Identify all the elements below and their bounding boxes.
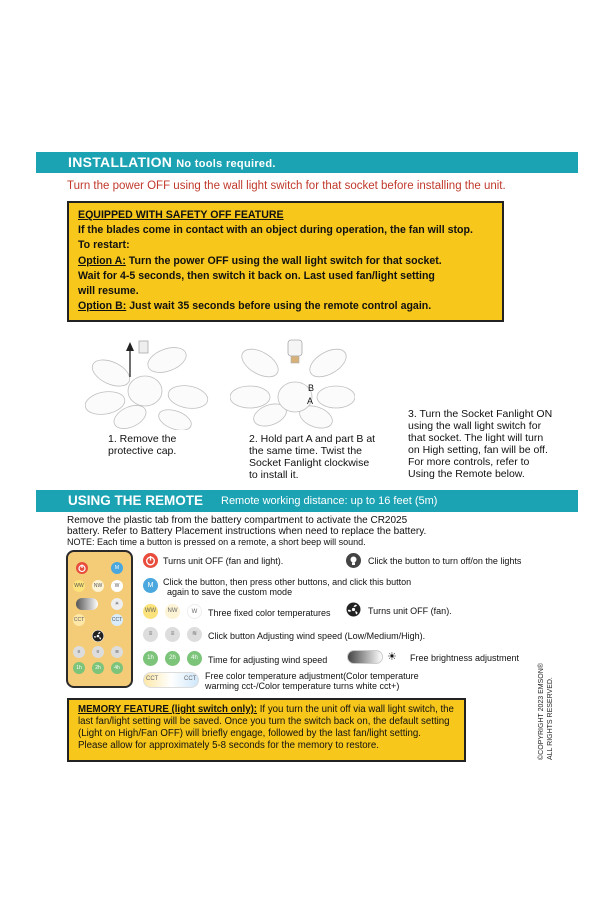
timer-4h-icon: 4h — [187, 651, 202, 666]
power-icon — [143, 553, 158, 568]
installation-subtitle: No tools required. — [176, 158, 276, 170]
legend-memory: Click the button, then press other buttons, and click this button again to save the custom mode — [163, 577, 412, 597]
timer-1h-icon: 1h — [143, 651, 158, 666]
fan-icon — [346, 602, 361, 617]
memory-line: Please allow for approximately 5-8 seconds for the memory to restore. — [78, 740, 379, 751]
power-icon — [76, 562, 88, 574]
timer-1h-button[interactable]: 1h — [73, 662, 85, 674]
part-b-label: B — [308, 383, 315, 393]
remote-distance: Remote working distance: up to 16 feet (5m) — [221, 495, 438, 507]
cct-plus-button[interactable]: CCT — [111, 614, 123, 626]
beep-note: NOTE: Each time a button is pressed on a remote, a short beep will sound. — [67, 537, 366, 547]
legend-brightness: Free brightness adjustment — [410, 653, 520, 663]
wind-high-button[interactable]: ≋ — [111, 646, 123, 658]
nw-button[interactable]: NW — [92, 580, 104, 592]
brightness-slider[interactable] — [76, 598, 98, 610]
option-a: Option A: Turn the power OFF using the wall light switch for that socket. — [78, 254, 442, 267]
wind-high-icon: ≋ — [187, 627, 202, 642]
legend-fan-off: Turns unit OFF (fan). — [368, 606, 452, 616]
legend-wind-speed: Click button Adjusting wind speed (Low/Medium/High). — [208, 631, 426, 641]
cct-minus-button[interactable]: CCT — [73, 614, 85, 626]
timer-2h-icon: 2h — [165, 651, 180, 666]
sun-icon: ☀ — [387, 651, 397, 663]
wind-low-button[interactable]: ≡ — [73, 646, 85, 658]
memory-icon: M — [143, 578, 158, 593]
safety-line: Wait for 4-5 seconds, then switch it back on. Last used fan/light setting — [78, 269, 435, 282]
installation-title: INSTALLATION No tools required. — [68, 154, 276, 170]
cct-plus-label: CCT — [184, 676, 197, 682]
remote-control — [66, 550, 133, 688]
copyright-notice: ©COPYRIGHT 2023 EMSON® ALL RIGHTS RESERVED. — [538, 663, 554, 760]
fan-illustration-cap-removal — [85, 335, 215, 430]
safety-title: EQUIPPED WITH SAFETY OFF FEATURE — [78, 209, 284, 221]
sun-icon[interactable]: ☀ — [111, 598, 123, 610]
safety-line: will resume. — [78, 285, 139, 298]
fan-off-button[interactable] — [92, 630, 104, 642]
remote-title: USING THE REMOTE — [68, 493, 204, 508]
safety-line: If the blades come in contact with an object during operation, the fan will stop. — [78, 224, 473, 237]
brightness-slider-icon — [347, 650, 383, 664]
part-a-label: A — [307, 396, 314, 406]
timer-4h-button[interactable]: 4h — [111, 662, 123, 674]
ww-icon: WW — [143, 604, 158, 619]
memory-line: last fan/light setting will be saved. Once you turn the switch back on, the default setting — [78, 716, 450, 727]
cct-minus-label: CCT — [146, 676, 159, 682]
wind-medium-icon: ≡ — [165, 627, 180, 642]
memory-line: (Light on High/Fan OFF) will briefly engage, followed by the last fan/light setting. — [78, 728, 422, 739]
bulb-icon — [346, 553, 361, 568]
timer-2h-button[interactable]: 2h — [92, 662, 104, 674]
remote-header — [36, 490, 578, 512]
legend-color-temps: Three fixed color temperatures — [208, 608, 331, 618]
remote-intro: Remove the plastic tab from the battery compartment to activate the CR2025 battery. Refer to Battery Placement instructions when need to replace the battery. NOTE: Each time a button is pressed on a remote, a short beep will sound. — [67, 515, 427, 547]
ww-button[interactable]: WW — [73, 580, 85, 592]
wind-medium-button[interactable]: ≡ — [92, 646, 104, 658]
power-off-warning: Turn the power OFF using the wall light switch for that socket before installing the unit. — [67, 180, 506, 192]
safety-line: To restart: — [78, 239, 130, 252]
legend-light-toggle: Click the button to turn off/on the lights — [368, 556, 522, 566]
w-button[interactable]: W — [111, 580, 123, 592]
installation-header — [36, 152, 578, 173]
power-button[interactable] — [76, 562, 88, 574]
legend-timer: Time for adjusting wind speed — [208, 655, 328, 665]
safety-feature-box — [67, 201, 504, 322]
memory-line: MEMORY FEATURE (light switch only): If you turn the unit off via wall light switch, the — [78, 704, 454, 715]
fan-icon — [92, 630, 104, 642]
legend-power-off: Turns unit OFF (fan and light). — [163, 556, 284, 566]
legend-cct: Free color temperature adjustment(Color temperature warming cct-/Color temperature turns white cct+) — [205, 671, 419, 691]
memory-feature-box — [67, 698, 466, 762]
memory-button[interactable]: M — [111, 562, 123, 574]
w-icon: W — [187, 604, 202, 619]
wind-low-icon: ≡ — [143, 627, 158, 642]
step-1-text: 1. Remove the protective cap. — [108, 433, 177, 457]
fan-illustration-install — [230, 335, 355, 430]
step-2-text: 2. Hold part A and part B at the same time. Twist the Socket Fanlight clockwise to install it. — [249, 433, 376, 481]
option-b: Option B: Just wait 35 seconds before using the remote control again. — [78, 300, 432, 313]
step-3-text: 3. Turn the Socket Fanlight ON using the wall light switch for that socket. The light will turn on High setting, fan will be off. For more controls, refer to Using the Remote below. — [408, 408, 553, 480]
nw-icon: NW — [165, 604, 180, 619]
